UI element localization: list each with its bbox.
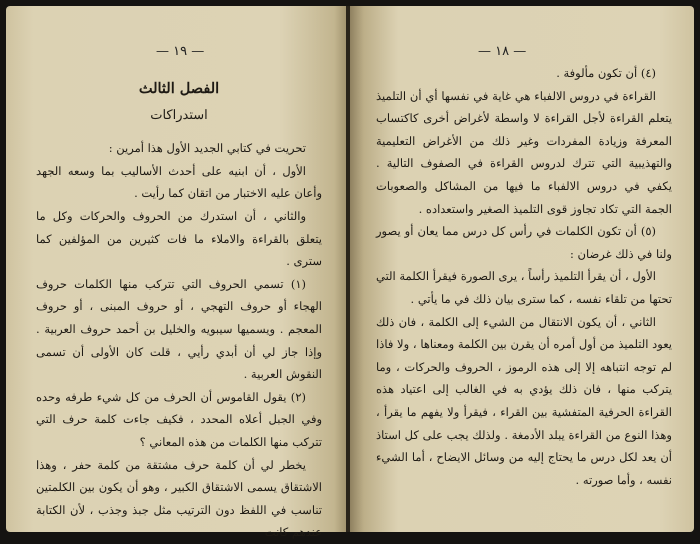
paragraph: يخطر لي أن كلمة حرف مشتقة من كلمة حفر ، وهذا الاشتقاق يسمى الاشتقاق الكبير ، وهو أن يكون بين الكلمتين تناسب في اللفظ دون الترتيب مثل جبذ وجذب ، لأن الكتابة عندهم كانت — [36, 457, 322, 540]
left-page-text — [36, 66, 322, 544]
paragraph: (٤) أن تكون مألوفة . — [556, 66, 656, 80]
left-page — [6, 6, 348, 540]
paragraph: والثاني ، أن استدرك من الحروف والحركات وكل ما يتعلق بالقراءة والاملاء ما فات كثيرين من المؤلفين كما سترى . — [36, 208, 322, 269]
paragraph: القراءة في دروس الالفباء هي غاية في نفسها أي أن التلميذ يتعلم القراءة لأجل القراءة لا واسطة لأغراض أخرى كاكتساب المعرفة وزيادة المفردات وغير ذلك من الأغراض التعليمية والتهذيبية التي تترك لدروس القراءة في الصفوف التالية . يكفي في دروس الالفباء ما فيها من المشاكل والصعوبات الجمة التي تكاد تجاوز قوى التلميذ الصغير واستعداده . — [376, 88, 672, 216]
paragraph: الثاني ، أن يكون الانتقال من الشيء إلى الكلمة ، فان ذلك يعود التلميذ من أول أمره أن يقرن بين الكلمة ومعناها ، ولا فاذا لم توجه انتباهه إلا إلى هذه الرموز ، الحروف والحركات ، وما يتركب منها ، فان ذلك يؤدي به في الغالب إلى اعتياد هذه القراءة الحرفية المتفشية بين القراء ، فيقرأ ولا يفهم ما يقرأ ، وهذا النوع من القراءة يبلد الأدمغة . ولذلك يجب على كل استاذ أن يعد لكل درس ما يحتاج إليه من وسائل الايضاح ، أما الشيء نفسه ، وأما صورته . — [376, 314, 672, 487]
paragraph: (٢) يقول القاموس أن الحرف من كل شيء طرفه وحده وفي الجبل أعلاه المحدد ، فكيف جاءت كلمة حرف التي تتركب منها الكلمات من هذه المعاني ؟ — [36, 389, 322, 449]
right-page-text — [376, 62, 672, 491]
chapter-title: الفصل الثالث — [138, 80, 220, 97]
paragraph: تحريت في كتابي الجديد الأول هذا أمرين : — [108, 141, 306, 156]
paragraph: (٥) أن تكون الكلمات في رأس كل درس مما يعان أو يصور ولنا في ذلك غرضان : — [376, 224, 672, 261]
page-number: — ١٩ — — [156, 44, 205, 59]
paragraph: الأول ، أن يقرأ التلميذ رأساً ، يرى الصورة فيقرأ الكلمة التي تحتها من تلقاء نفسه ، كما سترى بيان ذلك في ما يأتي . — [375, 269, 672, 306]
open-book — [6, 6, 694, 540]
right-page — [350, 6, 694, 532]
paragraph: (١) تسمي الحروف التي تتركب منها الكلمات حروف الهجاء أو حروف التهجي ، أو حروف المبنى ، أو حروف المعجم . ويسميها سيبويه والخليل بن أحمد حروف العربية . وإذا جاز لي أن أبدي رأيي ، قلت كان الأولى أن تسمى النقوش العربية . — [36, 276, 322, 382]
page-number: — ١٨ — — [478, 44, 527, 59]
section-title: استدراكات — [150, 107, 208, 123]
paragraph: الأول ، أن ابنيه على أحدث الأساليب بما وسعه الجهد وأعان عليه الاختبار من اتقان كما رأيت . — [36, 163, 322, 201]
